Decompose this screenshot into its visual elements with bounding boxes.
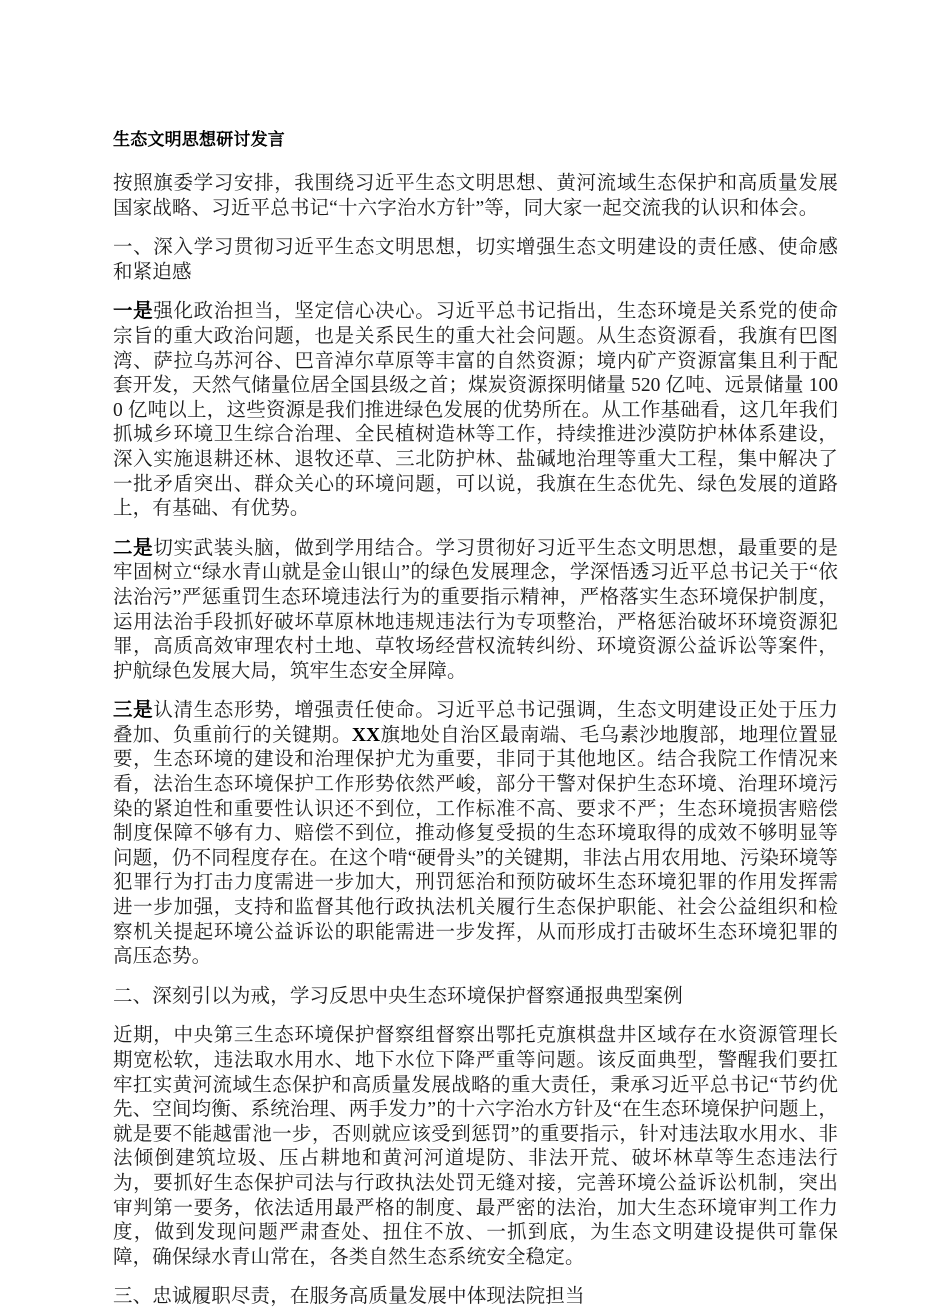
paragraph-body-2 xyxy=(113,1024,838,1270)
section-heading-3 xyxy=(113,1285,838,1310)
paragraph-text: 旗地处自治区最南端、毛乌素沙地腹部，地理位置显要，生态环境的建设和治理保护尤为重要，非同于其他地区。结合我院工作情况来看，法治生态环境保护工作形势依然严峻，部分干警对保护生态环境、治理环境污染的紧迫性和重要性认识还不到位，工作标准不高、要求不严；生态环境损害赔偿制度保障不够有力、赔偿不到位，推动修复受损的生态环境取得的成效不够明显等问题，仍不同程度存在。在这个啃“硬骨头”的关键期，非法占用农用地、污染环境等犯罪行为打击力度需进一步加大，刑罚惩治和预防破坏生态环境犯罪的作用发挥需进一步加强，支持和监督其他行政执法机关履行生态保护职能、社会公益组织和检察机关提起环境公益诉讼的职能需进一步发挥，从而形成打击破坏生态环境犯罪的高压态势。 xyxy=(113,724,839,968)
paragraph-point-1 xyxy=(113,300,838,521)
paragraph-lead: 一是 xyxy=(113,301,154,323)
paragraph-text: 一、深入学习贯彻习近平生态文明思想，切实增强生态文明建设的责任感、使命感和紧迫感 xyxy=(113,237,838,283)
paragraph-text: 亿吨以上，这些资源是我们推进绿色发展的优势所在。从工作基础看，这几年我们抓城乡环境卫生综合治理、全民植树造林等工作，持续推进沙漠防护林体系建设，深入实施退耕还林、退牧还草、三北防护林、盐碱地治理等重大工程，集中解决了一批矛盾突出、群众关心的环境问题，可以说，我旗在生态优先、绿色发展的道路上，有基础、有优势。 xyxy=(113,399,838,520)
section-heading-1 xyxy=(113,236,838,285)
section-heading-2 xyxy=(113,985,838,1010)
paragraph-text: 按照旗委学习安排，我围绕习近平生态文明思想、黄河流域生态保护和高质量发展国家战略、习近平总书记“十六字治水方针”等，同大家一起交流我的认识和体会。 xyxy=(113,173,838,219)
paragraph-text: 三、忠诚履职尽责，在服务高质量发展中体现法院担当 xyxy=(113,1286,585,1308)
paragraph-text: 认清生态形势，增强责任使命。习近平总书记强调，生态文明建设正处于压力叠加、负重前行的关键期。 xyxy=(113,700,838,746)
paragraph-text: 亿吨、远景储量 xyxy=(660,375,809,397)
figure-value-2: 1000 xyxy=(113,375,838,421)
paragraph-intro xyxy=(113,172,838,221)
paragraph-point-3 xyxy=(113,699,838,970)
paragraph-text: 二、深刻引以为戒，学习反思中央生态环境保护督察通报典型案例 xyxy=(113,985,683,1007)
page-title: 生态文明思想研讨发言 xyxy=(113,130,285,149)
paragraph-text: 切实武装头脑，做到学用结合。学习贯彻好习近平生态文明思想，最重要的是牢固树立“绿水青山就是金山银山”的绿色发展理念，学深悟透习近平总书记关于“依法治污”严惩重罚生态环境违法行为的重要指示精神，严格落实生态环境保护制度，运用法治手段抓好破坏草原林地违规违法行为专项整治，严格惩治破坏环境资源犯罪，高质高效审理农村土地、草牧场经营权流转纠纷、环境资源公益诉讼等案件，护航绿色发展大局，筑牢生态安全屏障。 xyxy=(113,537,838,682)
paragraph-point-2 xyxy=(113,537,838,685)
paragraph-lead: 三是 xyxy=(113,700,154,722)
figure-value-1: 520 xyxy=(631,375,661,397)
paragraph-text: 近期，中央第三生态环境保护督察组督察出鄂托克旗棋盘井区域存在水资源管理长期宽松软，违法取水用水、地下水位下降严重等问题。该反面典型，警醒我们要扛牢扛实黄河流域生态保护和高质量发展战略的重大责任，秉承习近平总书记“节约优先、空间均衡、系统治理、两手发力”的十六字治水方针及“在生态环境保护问题上，就是要不能越雷池一步，否则就应该受到惩罚”的重要指示，针对违法取水用水、非法倾倒建筑垃圾、压占耕地和黄河河道堤防、非法开荒、破坏林草等生态违法行为，要抓好生态保护司法与行政执法处罚无缝对接，完善环境公益诉讼机制，突出审判第一要务，依法适用最严格的制度、最严密的法治，加大生态环境审判工作力度，做到发现问题严肃查处、扭住不放、一抓到底，为生态文明建设提供可靠保障，确保绿水青山常在，各类自然生态系统安全稳定。 xyxy=(113,1025,839,1268)
paragraph-lead: 二是 xyxy=(113,537,154,559)
redacted-place-name: XX xyxy=(351,724,381,746)
paragraph-text: 强化政治担当，坚定信心决心。习近平总书记指出，生态环境是关系党的使命宗旨的重大政治问题，也是关系民生的重大社会问题。从生态资源看，我旗有巴图湾、萨拉乌苏河谷、巴音淖尔草原等丰富的自然资源；境内矿产资源富集且利于配套开发，天然气储量位居全国县级之首；煤炭资源探明储量 xyxy=(113,301,838,397)
